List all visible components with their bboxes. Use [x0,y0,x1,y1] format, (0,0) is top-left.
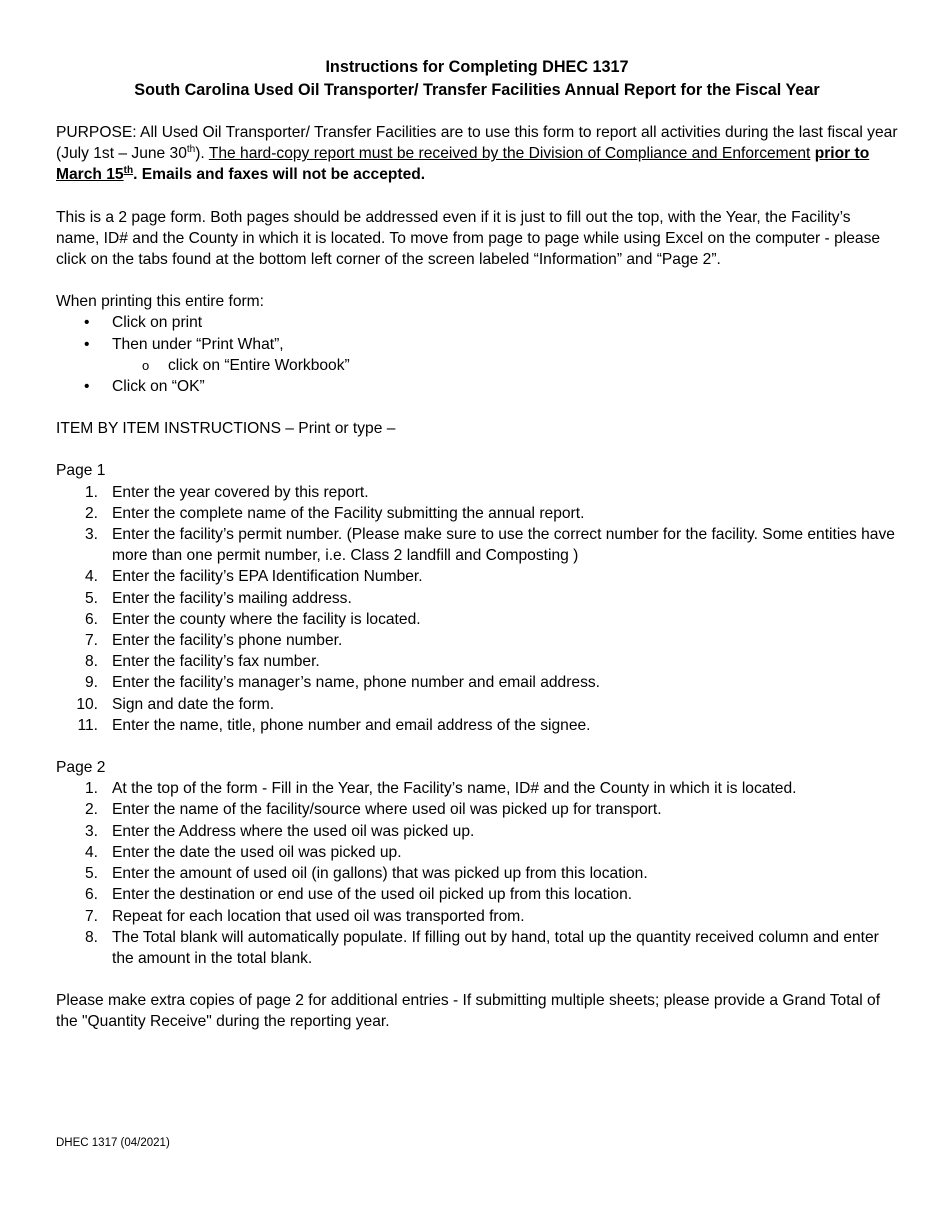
step-text: Enter the name of the facility/source where used oil was picked up for transport. [112,801,662,819]
step-number: 8. [84,653,98,671]
page2-heading: Page 2 [56,759,106,777]
step-number: 3. [84,822,98,840]
step-item [56,778,898,799]
form-footer: DHEC 1317 (04/2021) [56,1137,170,1149]
step-number: 4. [84,843,98,861]
step-item [56,715,898,736]
purpose-deadline-superscript: th [123,165,134,177]
step-text: Enter the facility’s permit number. (Please make sure to use the correct number for the facility. Some entities have more than one permit number, i.e. Class 2 landfill and Composting ) [112,526,895,565]
bullet-icon: • [84,335,90,353]
step-number: 9. [84,674,98,692]
item-instructions-heading: ITEM BY ITEM INSTRUCTIONS – Print or type – [56,420,396,438]
step-number: 4. [84,568,98,586]
step-item [56,609,898,630]
step-item [56,482,898,503]
step-text: Enter the county where the facility is located. [112,610,421,628]
step-item [56,863,898,884]
document-title: Instructions for Completing DHEC 1317 [325,58,629,76]
step-number: 6. [84,610,98,628]
step-item [56,842,898,863]
step-text: Enter the facility’s manager’s name, phone number and email address. [112,674,601,692]
step-text: Enter the complete name of the Facility submitting the annual report. [112,504,585,522]
step-item [56,524,898,566]
list-item-text: Click on print [112,314,203,332]
purpose-lead: PURPOSE: All Used Oil Transporter/ Transfer Facilities are to use this form to report all activities during the last fiscal year (July 1st – June 30 [56,124,898,163]
purpose-paragraph [56,122,898,186]
list-item [56,312,898,333]
bullet-icon: • [84,378,90,396]
document-subtitle: South Carolina Used Oil Transporter/ Transfer Facilities Annual Report for the Fiscal Year [134,81,820,99]
step-text: Repeat for each location that used oil was transported from. [112,907,525,925]
step-text: Sign and date the form. [112,695,275,713]
circle-bullet-icon: o [142,357,150,373]
step-text: Enter the destination or end use of the used oil picked up from this location. [112,886,633,904]
step-text: At the top of the form - Fill in the Year, the Facility’s name, ID# and the County in which it is located. [112,780,797,798]
step-item [56,799,898,820]
step-item [56,503,898,524]
list-item [56,334,898,355]
step-item [56,927,898,969]
list-item-text: Then under “Print What”, [112,335,284,353]
list-item [56,376,898,397]
list-item-text: click on “Entire Workbook” [168,356,350,374]
step-number: 6. [84,886,98,904]
step-number: 11. [77,716,98,734]
step-number: 5. [84,865,98,883]
step-number: 3. [84,526,98,544]
step-number: 1. [84,780,98,798]
step-item [56,630,898,651]
printing-heading: When printing this entire form: [56,293,265,311]
page1-steps [56,482,898,736]
step-item [56,588,898,609]
purpose-lead-superscript: th [186,144,196,156]
step-text: Enter the facility’s mailing address. [112,589,352,607]
purpose-note: . Emails and faxes will not be accepted. [133,166,426,184]
step-item [56,651,898,672]
printing-list [56,312,898,397]
step-item [56,884,898,905]
step-item [56,566,898,587]
purpose-lead-end: ). [195,145,209,163]
step-text: Enter the date the used oil was picked up. [112,843,402,861]
step-text: Enter the name, title, phone number and email address of the signee. [112,716,591,734]
page2-steps [56,778,898,969]
step-number: 7. [84,632,98,650]
step-item [56,694,898,715]
intro-paragraph: This is a 2 page form. Both pages should be addressed even if it is just to fill out the top, with the Year, the Facility’s name, ID# and the County in which it is located. To move from page to page while using Excel on the computer - please click on the tabs found at the bottom left corner of the screen labeled “Information” and “Page 2”. [56,208,881,269]
step-number: 7. [84,907,98,925]
step-number: 2. [84,504,98,522]
step-number: 5. [84,589,98,607]
step-number: 1. [84,483,98,501]
closing-paragraph: Please make extra copies of page 2 for additional entries - If submitting multiple sheets; please provide a Grand Total of the "Quantity Receive" during the reporting year. [56,992,881,1031]
step-text: Enter the facility’s EPA Identification Number. [112,568,423,586]
step-number: 10. [76,695,98,713]
step-text: Enter the facility’s phone number. [112,632,343,650]
step-item [56,821,898,842]
step-text: Enter the facility’s fax number. [112,653,320,671]
list-item-text: Click on “OK” [112,378,205,396]
step-text: Enter the amount of used oil (in gallons) that was picked up from this location. [112,865,648,883]
purpose-underlined-requirement: The hard-copy report must be received by the Division of Compliance and Enforcement [208,145,811,163]
document-page [56,56,898,1033]
step-number: 8. [84,928,98,946]
bullet-icon: • [84,314,90,332]
step-item [56,672,898,693]
step-text: The Total blank will automatically populate. If filling out by hand, total up the quantity received column and enter the amount in the total blank. [112,928,879,967]
step-text: Enter the year covered by this report. [112,483,369,501]
step-text: Enter the Address where the used oil was picked up. [112,822,475,840]
list-subitem [56,355,898,376]
step-item [56,906,898,927]
step-number: 2. [84,801,98,819]
page1-heading: Page 1 [56,462,106,480]
purpose-deadline: prior to March 15 [56,145,870,184]
